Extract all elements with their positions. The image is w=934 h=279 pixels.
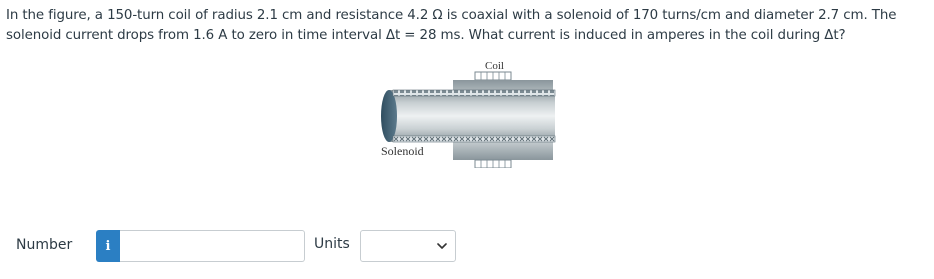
coil-solenoid-figure bbox=[375, 58, 565, 168]
solenoid-body bbox=[389, 90, 555, 142]
solenoid-end-cap bbox=[381, 90, 397, 142]
units-dropdown[interactable] bbox=[360, 230, 456, 262]
units-label: Units bbox=[314, 236, 350, 252]
solenoid-winding-top bbox=[393, 90, 555, 96]
chevron-down-icon bbox=[437, 242, 447, 250]
info-icon-glyph: i bbox=[105, 238, 111, 254]
solenoid-label: Solenoid bbox=[381, 144, 424, 158]
number-input[interactable] bbox=[120, 230, 305, 262]
question-text: In the figure, a 150-turn coil of radius 2.1 cm and resistance 4.2 Ω is coaxial with a solenoid of 170 turns/cm and diameter 2.7 cm. The solenoid current drops from 1.6 A to zero in time interval Δt = 28 ms. What current is induced in amperes in the coil during Δt? bbox=[6, 8, 897, 43]
answer-row bbox=[0, 229, 934, 263]
solenoid-winding-bottom bbox=[393, 136, 555, 142]
info-icon[interactable] bbox=[96, 230, 120, 262]
number-label: Number bbox=[16, 237, 73, 253]
figure-drawing bbox=[375, 58, 565, 168]
coil-label: Coil bbox=[485, 60, 504, 72]
